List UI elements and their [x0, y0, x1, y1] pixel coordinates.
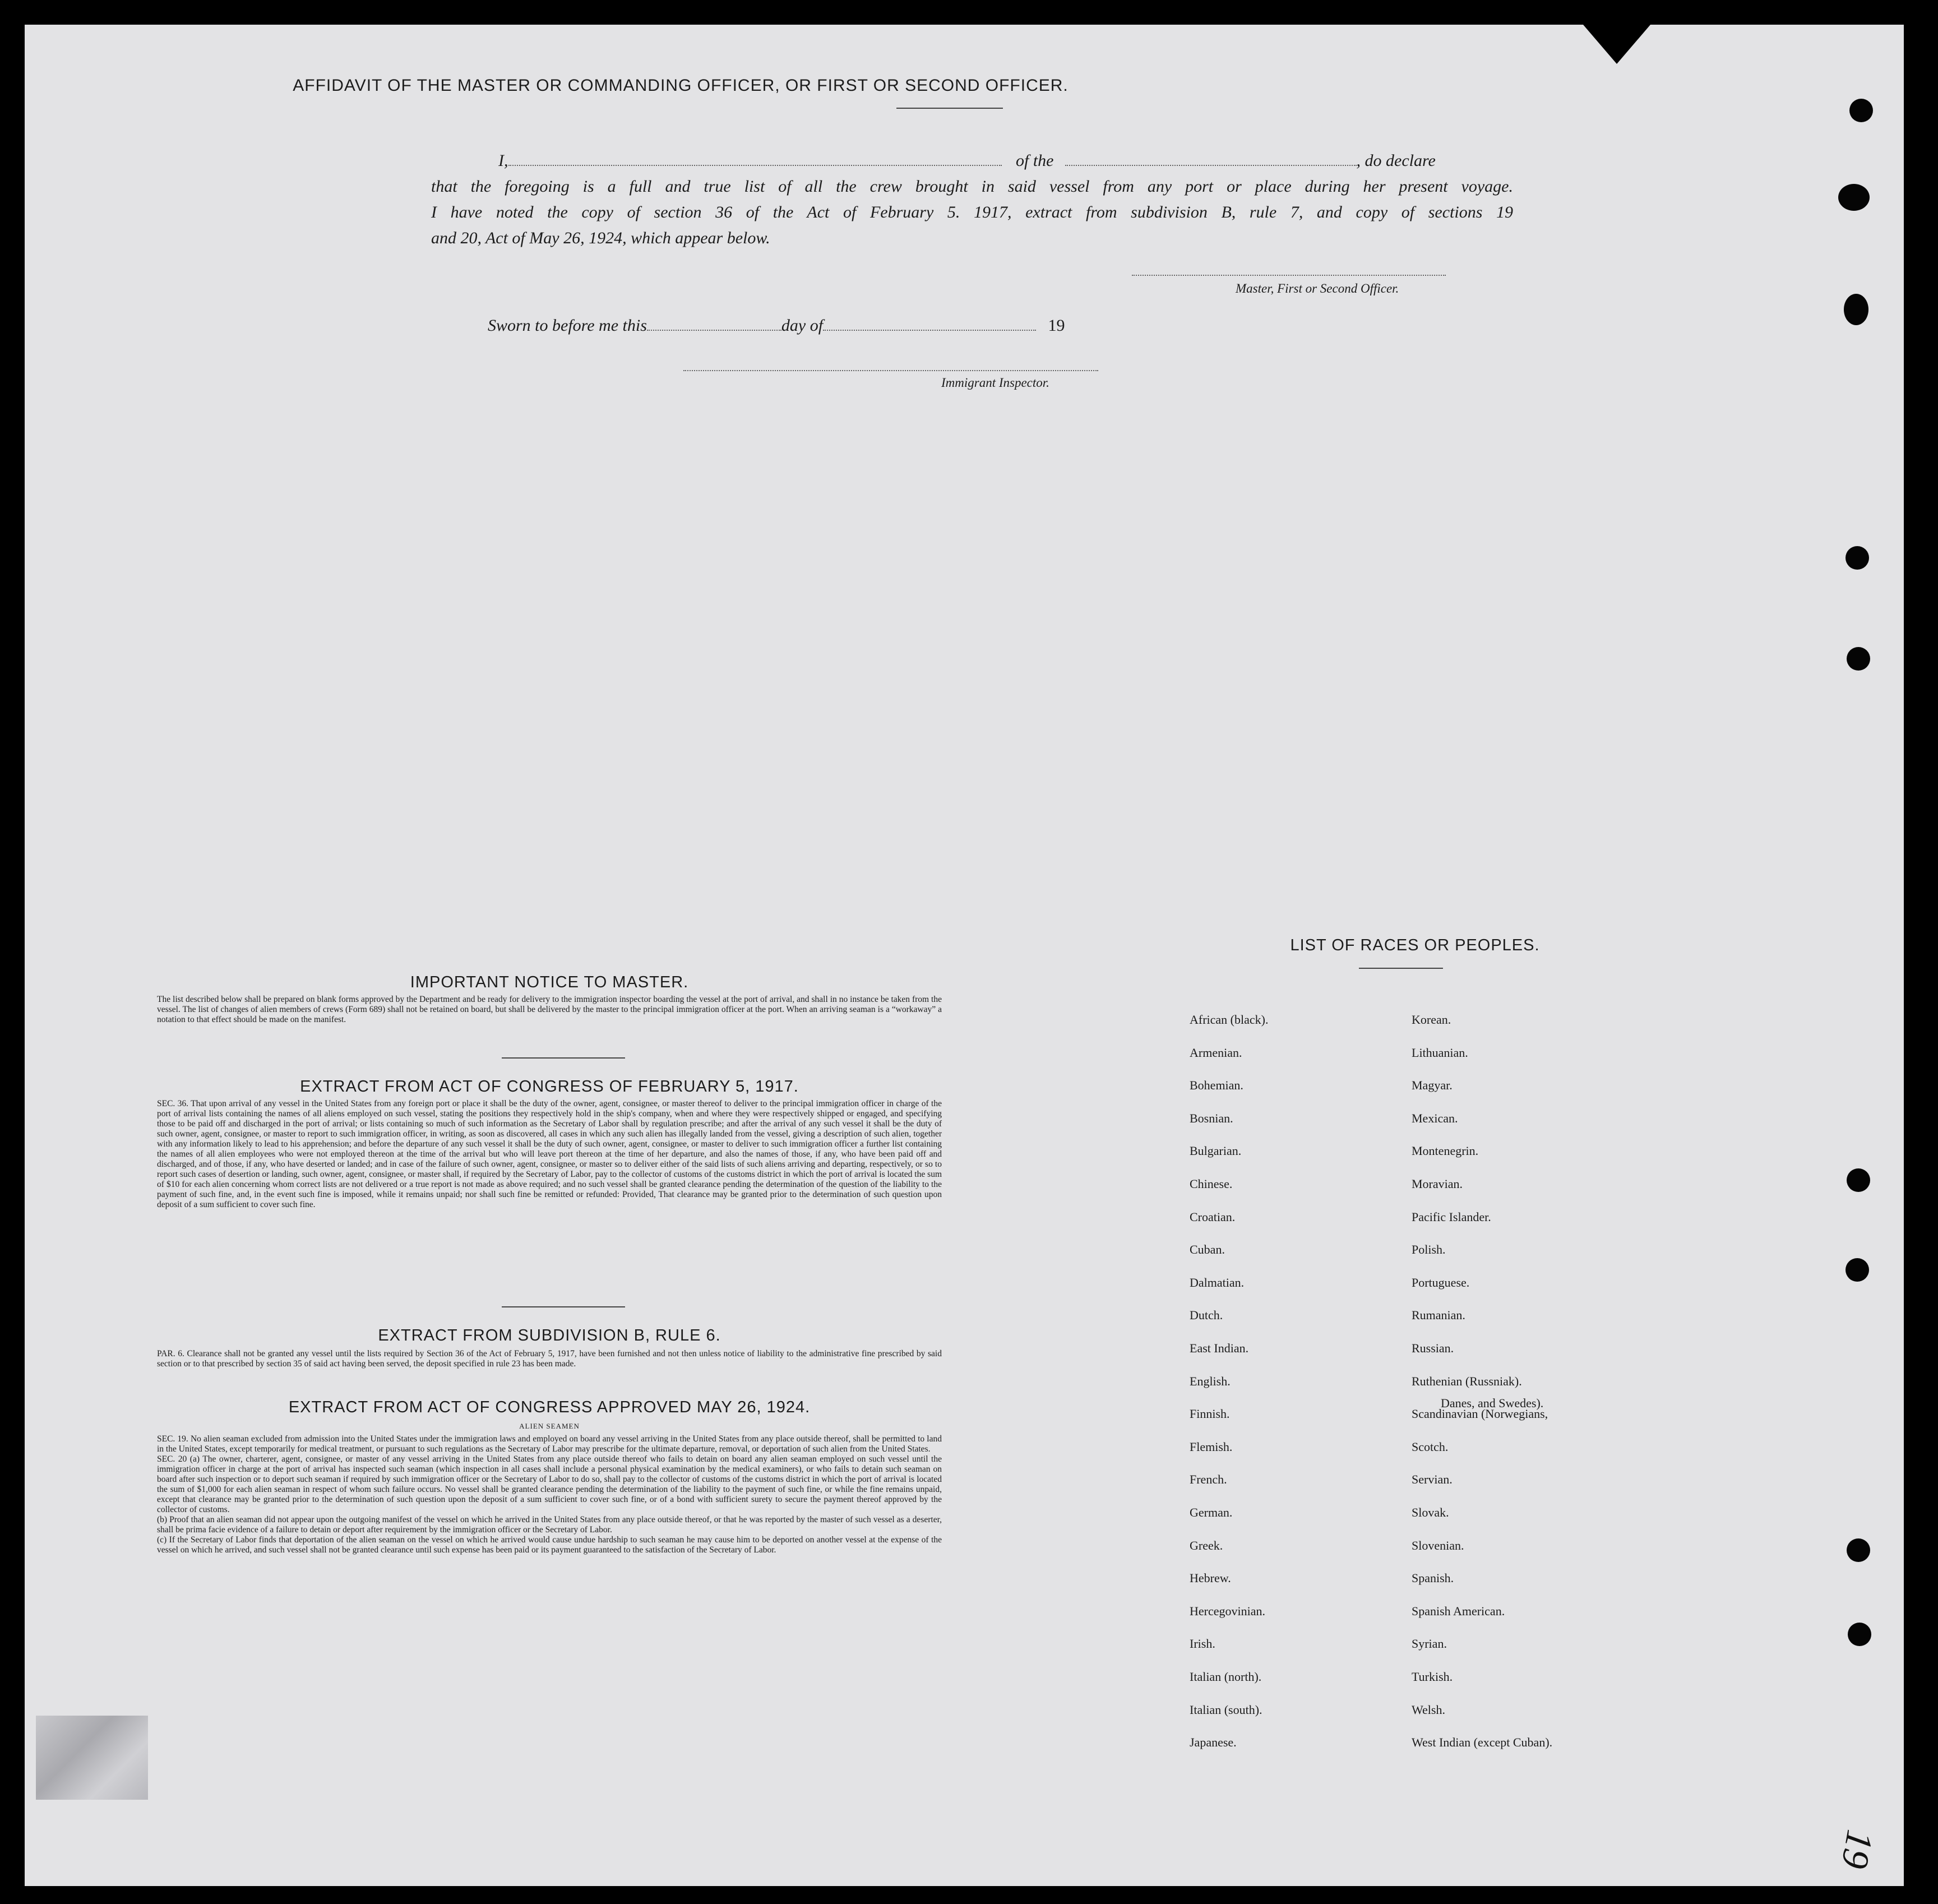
- divider: [502, 1057, 625, 1059]
- affidavit-line3: I have noted the copy of section 36 of the Act of February 5. 1917, extract from subdivision B, rule 7, and copy of sections 19: [431, 203, 1513, 221]
- race-item: Montenegrin.: [1412, 1144, 1479, 1158]
- binder-hole: [1847, 1538, 1870, 1562]
- affidavit-title: AFFIDAVIT OF THE MASTER OR COMMANDING OFFICER, OR FIRST OR SECOND OFFICER.: [293, 76, 1069, 95]
- race-item: Russian.: [1412, 1341, 1454, 1355]
- race-item: Rumanian.: [1412, 1308, 1465, 1323]
- race-item: Greek.: [1190, 1538, 1223, 1552]
- race-item: Moravian.: [1412, 1177, 1463, 1191]
- race-item: Ruthenian (Russniak).: [1412, 1374, 1522, 1388]
- race-item: Hercegovinian.: [1190, 1603, 1265, 1618]
- race-item: Scandinavian (Norwegians,: [1412, 1407, 1548, 1421]
- notice-body: The list described below shall be prepared on blank forms approved by the Department and be ready for delivery to the immigration inspector boarding the vessel at the port of arrival, and shall in no instance be taken from the vessel. The list of changes of alien members of crews (Form 689) shall not be retained on board, but shall be delivered by the master to the principal immigration officer at the port. When an arriving seaman is a “workaway” a notation to that effect should be made on the manifest.: [157, 995, 942, 1024]
- binder-hole: [1838, 184, 1870, 211]
- race-item: Pacific Islander.: [1412, 1209, 1491, 1224]
- sworn-line: Sworn to before me this day of 19: [488, 316, 1065, 335]
- race-item: Turkish.: [1412, 1670, 1453, 1684]
- race-item: Slovak.: [1412, 1505, 1449, 1519]
- race-item: Syrian.: [1412, 1637, 1447, 1651]
- race-item: African (black).: [1190, 1013, 1269, 1027]
- binder-hole: [1848, 1623, 1871, 1646]
- day-blank[interactable]: [647, 318, 781, 331]
- race-item: Lithuanian.: [1412, 1045, 1468, 1060]
- race-item: East Indian.: [1190, 1341, 1249, 1355]
- binder-hole: [1846, 546, 1869, 570]
- subdivision-body: PAR. 6. Clearance shall not be granted any vessel until the lists required by Section 36 of the Act of February 5, 1917, have been furnished and not then unless notice of liability to the administrative fine prescribed by said section or to that prescribed by section 35 of said act having been served, the deposit specified in rule 23 has been made.: [157, 1349, 942, 1369]
- race-item: Cuban.: [1190, 1242, 1225, 1257]
- race-item: Italian (north).: [1190, 1670, 1262, 1684]
- master-signature-label: Master, First or Second Officer.: [1236, 281, 1399, 295]
- race-item: Chinese.: [1190, 1177, 1233, 1191]
- master-signature-line[interactable]: [1132, 275, 1446, 276]
- race-item: Bosnian.: [1190, 1111, 1233, 1125]
- race-item: Servian.: [1412, 1472, 1453, 1487]
- subdivision-title: EXTRACT FROM SUBDIVISION B, RULE 6.: [378, 1327, 721, 1344]
- race-item: Japanese.: [1190, 1735, 1237, 1750]
- inspector-signature-line[interactable]: [683, 370, 1098, 371]
- races-divider: [1359, 968, 1443, 969]
- binder-hole: [1844, 294, 1868, 325]
- affidavit-line4: and 20, Act of May 26, 1924, which appear below.: [431, 229, 770, 247]
- race-item: Polish.: [1412, 1242, 1446, 1257]
- race-item: German.: [1190, 1505, 1233, 1519]
- affidavit-line1: I, of the , do declare: [498, 151, 1436, 170]
- race-item: Danes, and Swedes).: [1441, 1396, 1544, 1410]
- binder-hole: [1847, 647, 1870, 671]
- binder-hole: [1849, 99, 1873, 122]
- affidavit-line2: that the foregoing is a full and true list of all the crew brought in said vessel from any port or place during her present voyage.: [431, 177, 1513, 196]
- races-title: LIST OF RACES OR PEOPLES.: [1290, 936, 1540, 954]
- race-item: Hebrew.: [1190, 1571, 1231, 1586]
- race-item: Magyar.: [1412, 1078, 1453, 1093]
- race-item: Scotch.: [1412, 1439, 1449, 1454]
- vessel-blank[interactable]: [1065, 154, 1357, 166]
- handwritten-page-number: 19: [1833, 1827, 1882, 1872]
- extract-1924-body: SEC. 19. No alien seaman excluded from admission into the United States under the immigration laws and employed on board any vessel arriving in the United States from any place outside thereof, shall be permitted to land in the United States, except temporarily for medical treatment, or pursuant to such regulations as the Secretary of Labor may prescribe for the ultimate departure, removal, or deportation of such alien from the United States. SEC. 20 (a) The owner, charterer, agent, consignee, or master of any vessel arriving in the United States from any place outside thereof who fails to detain on board any alien seaman employed on such vessel until the immigration officer in charge at the port of arrival has inspected such seaman (which inspection in all cases shall include a personal physical examination by the medical examiners), or who fails to detain such seaman on board after such inspection or to deport such seaman if required by such immigration officer or the Secretary of Labor to do so, shall pay to the collector of customs of the customs district in which the port of arrival is located the sum of $1,000 for each alien seaman in respect of whom such failure occurs. No vessel shall be granted clearance pending the determination of the liability to the payment of such fine, or while the fine remains unpaid, except that clearance may be granted prior to the determination of such question upon the deposit of a sum sufficient to cover such fine, or of a bond with sufficient surety to secure the payment thereof approved by the collector of customs. (b) Proof that an alien seaman did not appear upon the outgoing manifest of the vessel on which he arrived in the United States from any place outside thereof, or that he was reported by the master of such vessel as a deserter, shall be prima facie evidence of a failure to detain or deport after requirement by the immigration officer or the Secretary of Labor. (c) If the Secretary of Labor finds that deportation of the alien seaman on the vessel on which he arrived would cause undue hardship to such seaman he may cause him to be deported on another vessel at the expense of the vessel on which he arrived, and such vessel shall not be granted clearance until such expense has been paid or its payment guaranteed to the satisfaction of the Secretary of Labor.: [157, 1434, 942, 1555]
- race-item: Finnish.: [1190, 1407, 1230, 1421]
- title-divider: [896, 108, 1003, 109]
- extract-1917-body: SEC. 36. That upon arrival of any vessel in the United States from any foreign port or place it shall be the duty of the owner, agent, consignee, or master thereof to deliver to the principal immigration officer in charge of the port of arrival lists containing the names of all aliens employed on such vessel, stating the positions they respectively hold in the ship's company, when and where they were respectively shipped or engaged, and specifying those to be paid off and discharged in the port of arrival; or lists containing so much of such information as the Secretary of Labor shall by regulation prescribe; and after the arrival of any such vessel it shall be the duty of such owner, agent, consignee, or master to report to such immigration officer, in writing, as soon as discovered, all cases in which any such alien has illegally landed from the vessel, giving a description of such alien, together with any information likely to lead to his apprehension; and before the departure of any such vessel it shall be the duty of such owner, agent, consignee, or master to deliver to such immigration officer a further list containing the names of all alien employees who were not employed thereon at the time of the arrival but who will leave port thereon at the time of her departure, and also the names of those, if any, who have been paid off and discharged, and of those, if any, who have deserted or landed; and in case of the failure of such owner, agent, consignee, or master so to deliver either of the said lists of such aliens arriving and departing, respectively, or so to report such cases of desertion or landing, such owner, agent, consignee, or master shall, if required by the Secretary of Labor, pay to the collector of customs of the customs district in which the port of arrival is located the sum of $10 for each alien concerning whom correct lists are not delivered or a true report is not made as above required; and no such vessel shall be granted clearance pending the determination of the question of the liability to the payment of such fine, and, in the event such fine is imposed, while it remains unpaid; nor shall such fine be remitted or refunded: Provided, That clearance may be granted prior to the determination of such question upon deposit of a sum sufficient to cover such fine.: [157, 1099, 942, 1209]
- extract-1917-title: EXTRACT FROM ACT OF CONGRESS OF FEBRUARY 5, 1917.: [300, 1078, 799, 1096]
- extract-1924-subtitle: ALIEN SEAMEN: [519, 1422, 580, 1430]
- stamp-smudge: [36, 1716, 148, 1800]
- binder-hole: [1846, 1258, 1869, 1282]
- race-item: Croatian.: [1190, 1209, 1236, 1224]
- notice-title: IMPORTANT NOTICE TO MASTER.: [410, 973, 689, 991]
- name-blank[interactable]: [508, 154, 1002, 166]
- race-item: French.: [1190, 1472, 1227, 1487]
- torn-corner: [1583, 25, 1650, 64]
- race-item: Portuguese.: [1412, 1275, 1470, 1290]
- race-item: Italian (south).: [1190, 1702, 1262, 1717]
- race-item: Bulgarian.: [1190, 1144, 1242, 1158]
- race-item: Korean.: [1412, 1013, 1451, 1027]
- race-item: Spanish American.: [1412, 1603, 1505, 1618]
- race-item: West Indian (except Cuban).: [1412, 1735, 1553, 1750]
- binder-hole: [1847, 1168, 1870, 1192]
- race-item: Flemish.: [1190, 1439, 1233, 1454]
- race-item: Welsh.: [1412, 1702, 1445, 1717]
- race-item: Slovenian.: [1412, 1538, 1464, 1552]
- race-item: Spanish.: [1412, 1571, 1454, 1586]
- race-item: English.: [1190, 1374, 1231, 1388]
- inspector-signature-label: Immigrant Inspector.: [941, 376, 1049, 390]
- race-item: Dutch.: [1190, 1308, 1223, 1323]
- race-item: Dalmatian.: [1190, 1275, 1245, 1290]
- race-item: Mexican.: [1412, 1111, 1458, 1125]
- extract-1924-title: EXTRACT FROM ACT OF CONGRESS APPROVED MAY 26, 1924.: [288, 1398, 811, 1416]
- race-item: Armenian.: [1190, 1045, 1242, 1060]
- month-blank[interactable]: [823, 318, 1036, 331]
- race-item: Irish.: [1190, 1637, 1215, 1651]
- document-sheet: [25, 25, 1904, 1886]
- race-item: Bohemian.: [1190, 1078, 1243, 1093]
- divider: [502, 1306, 625, 1307]
